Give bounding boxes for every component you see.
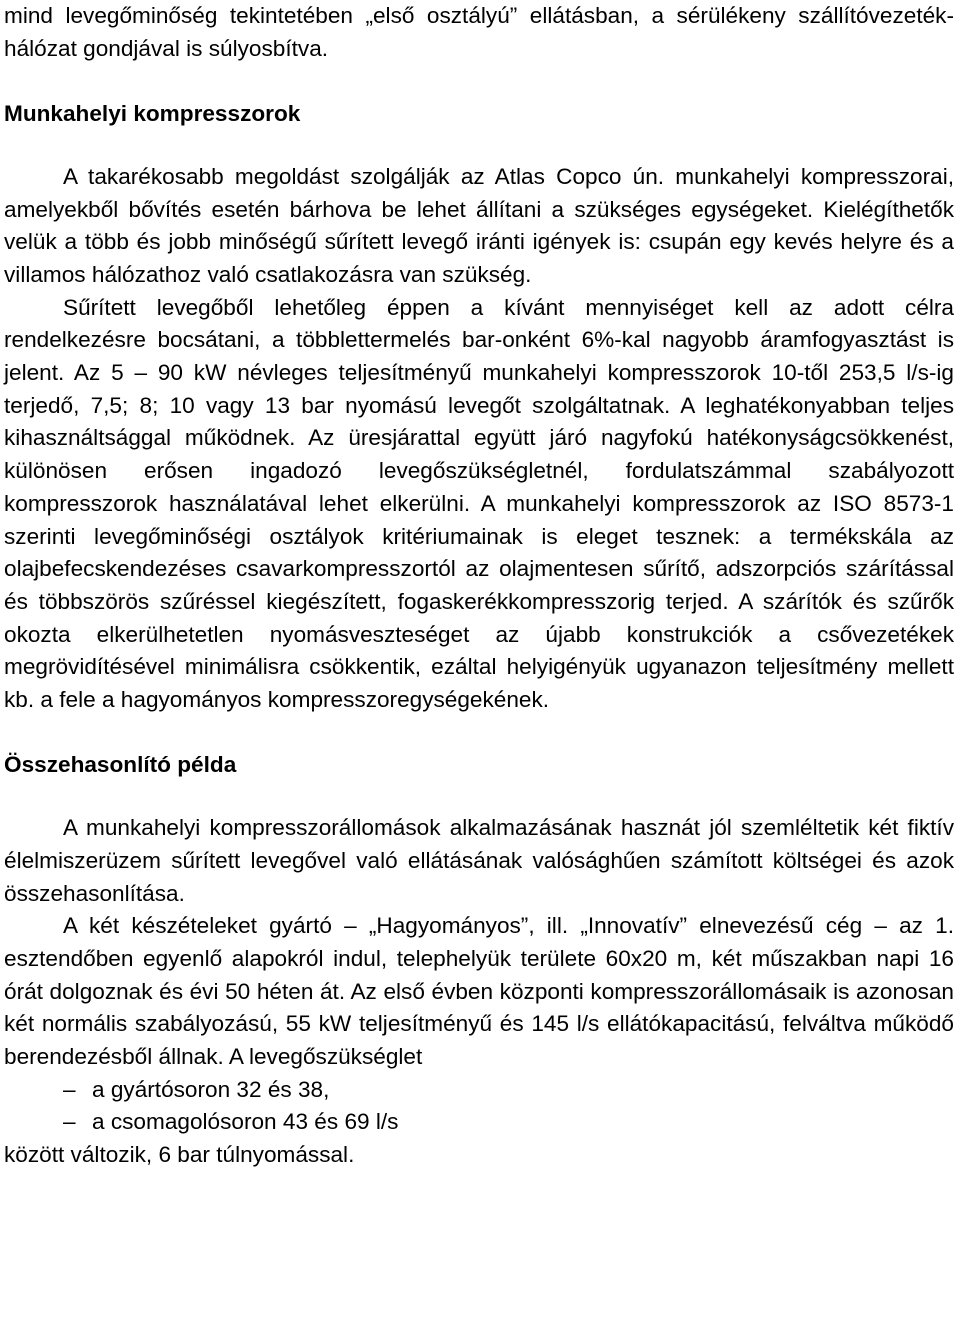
- list-item-text: a csomagolósoron 43 és 69 l/s: [92, 1109, 399, 1135]
- spacer: [4, 131, 954, 161]
- intro-paragraph: mind levegőminőség tekintetében „első osztályú” ellátásban, a sérülékeny szállítóvezeték-hálózat gondjával is súlyosbítva.: [4, 3, 954, 61]
- closing-line: között változik, 6 bar túlnyomással.: [4, 1142, 355, 1168]
- section1-paragraph-2: Sűrített levegőből lehetőleg éppen a kívánt mennyiséget kell az adott célra rendelkezésre bocsátani, a többlettermelés bar-onként 6%-kal nagyobb áramfogyasztást is jelent. Az 5 – 90 kW névleges teljesítményű munkahelyi kompresszorok 10-től 253,5 l/s-ig terjedő, 7,5; 8; 10 vagy 13 bar nyomású levegőt szolgáltatnak. A leghatékonyabban teljes kihasználtsággal működnek. Az üresjárattal együtt járó nagyfokú hatékonyságcsökkenést, különösen erősen ingadozó levegőszükségletnél, fordulatszámmal szabályozott kompresszorok használatával lehet elkerülni. A munkahelyi kompresszorok az ISO 8573-1 szerinti levegőminőségi osztályok kritériumainak is eleget tesznek: a termékskála az olajbefecskendezéses csavarkompresszortól az olajmentesen sűrítő, adszorpciós szárítással és többszörös szűréssel kiegészített, fogaskerékkompresszorig terjed. A szárítók és szűrők okozta elkerülhetetlen nyomásveszteséget az újabb konstrukciók a csővezetékek megrövidítésével minimálisra csökkentik, ezáltal helyigényük ugyanazon teljesítmény mellett kb. a fele a hagyományos kompresszoregységekének.: [4, 294, 954, 713]
- section2-paragraph-1: A munkahelyi kompresszorállomások alkalmazásának hasznát jól szemléltetik két fiktív élelmiszerüzem sűrített levegővel való ellátásának valósághűen számított költségei és azok összehasonlítása.: [4, 815, 954, 906]
- section1-paragraph-1: A takarékosabb megoldást szolgálják az Atlas Copco ún. munkahelyi kompresszorai, amelyekből bővítés esetén bárhova be lehet állítani a szükséges egységeket. Kielégíthetők velük a több és jobb minőségű sűrített levegő iránti igények is: csupán egy kevés helyre és a villamos hálózathoz való csatlakozásra van szükség.: [4, 163, 954, 287]
- list-item-text: a gyártósoron 32 és 38,: [92, 1076, 330, 1102]
- spacer: [4, 717, 954, 750]
- spacer: [4, 65, 954, 98]
- list-dash: –: [63, 1076, 76, 1102]
- section-heading-workplace-compressors: Munkahelyi kompresszorok: [4, 101, 301, 127]
- section-heading-comparison-example: Összehasonlító példa: [4, 752, 237, 778]
- spacer: [4, 782, 954, 812]
- document-page: [4, 0, 954, 1172]
- list-item: [4, 1074, 954, 1107]
- list-item: [4, 1106, 954, 1139]
- list-dash: –: [63, 1109, 76, 1135]
- section2-paragraph-2: A két készételeket gyártó – „Hagyományos”, ill. „Innovatív” elnevezésű cég – az 1. esztendőben egyenlő alapokról indul, telephelyük területe 60x20 m, két műszakban napi 16 órát dolgoznak és évi 50 héten át. Az első évben központi kompresszorállomásaik is azonosan két normális szabályozású, 55 kW teljesítményű és 145 l/s ellátókapacitású, felváltva működő berendezésből állnak. A levegőszükséglet: [4, 913, 954, 1070]
